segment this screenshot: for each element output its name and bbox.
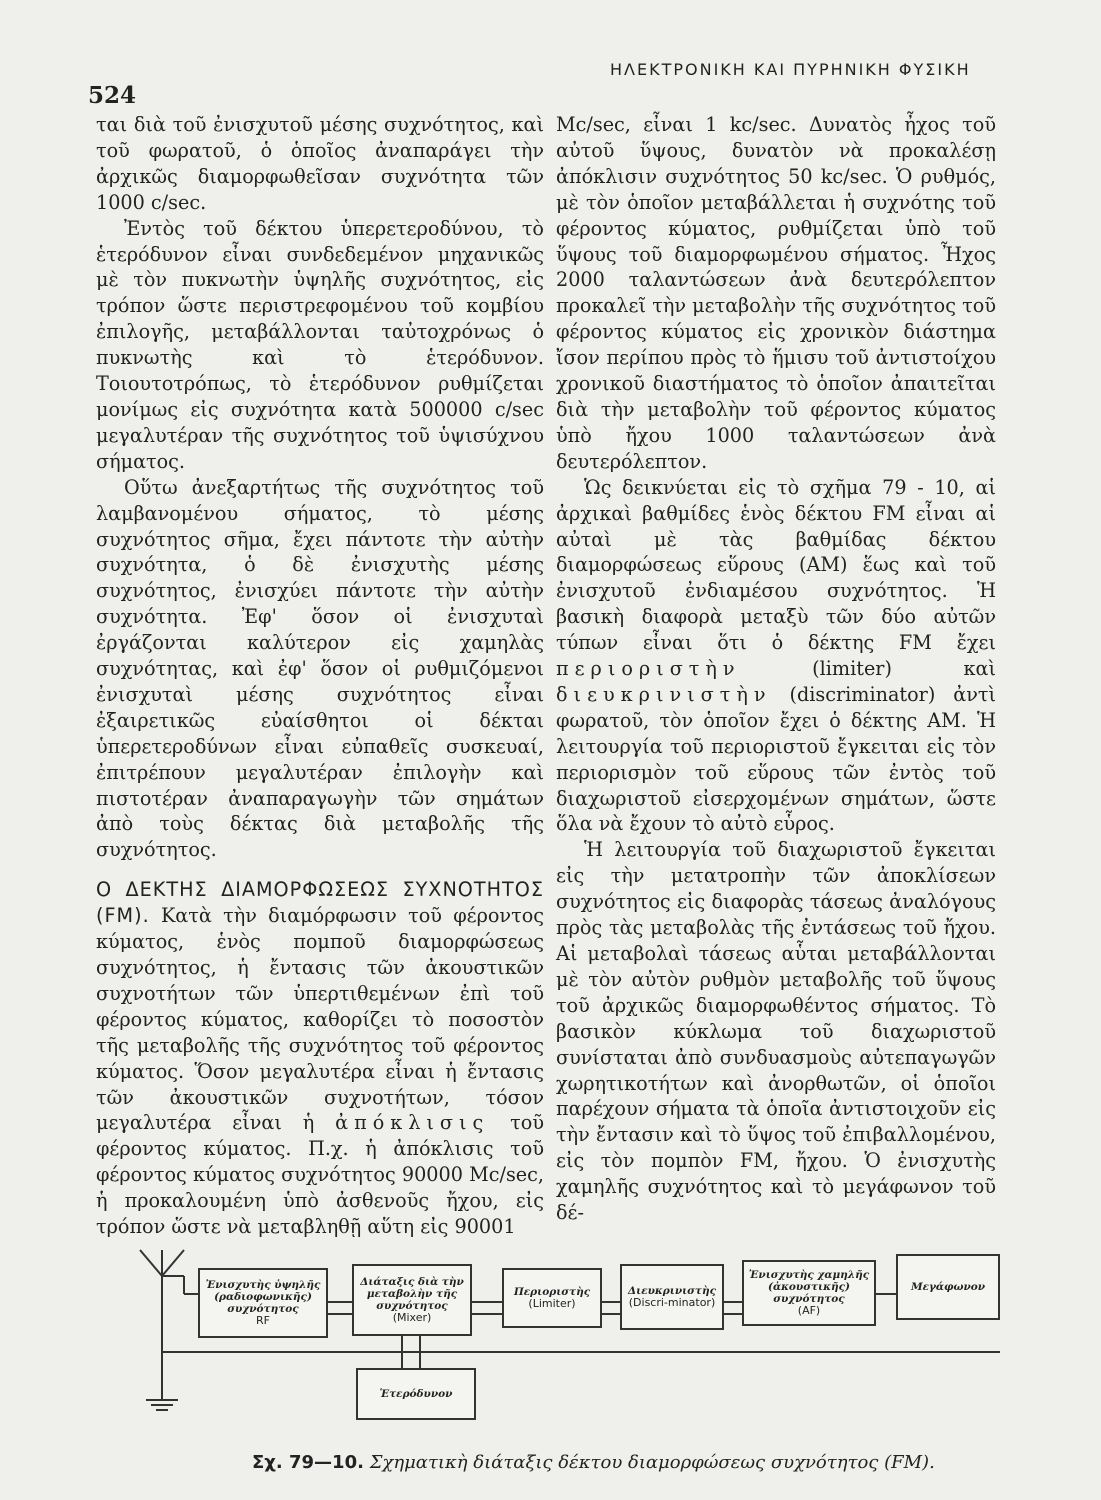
- block-label-greek: Περιοριστὴς: [513, 1286, 591, 1298]
- limiter-block: [502, 1268, 602, 1328]
- text-run: Ὡς δεικνύεται εἰς τὸ σχῆμα 79 - 10, αἱ ἀρχικαὶ βαθμίδες ἑνὸς δέκτου FM εἶναι αἱ αὐταὶ μὲ τὰς βαθμίδας δέκτου διαμορφώσεως εὕρους (AM) ἕως καὶ τοῦ ἐνισχυτοῦ ἐνδιαμέσου συχνότητος. Ἡ βασικὴ διαφορὰ μεταξὺ τῶν δύο αὐτῶν τύπων εἶναι ὅτι ὁ δέκτης FM ἔχει: [556, 475, 996, 655]
- fm-receiver-diagram: [120, 1232, 1020, 1432]
- section-paragraph: [96, 877, 544, 1240]
- paragraph: Ἡ λειτουργία τοῦ διαχωριστοῦ ἔγκειται εἰς τὴν μετατροπὴν τῶν ἀποκλίσεων συχνότητος εἰς διαφορὰς τάσεως ἀναλόγους πρὸς τὰς μεταβολὰς τῆς ἐντάσεως τοῦ ἤχου. Αἱ μεταβολαὶ τάσεως αὗται μεταβάλλονται μὲ τὸν αὐτὸν ρυθμὸν μεταβολῆς τοῦ ὕψους τοῦ ἀρχικῶς διαμορφωθέντος σήματος. Τὸ βασικὸν κύκλωμα τοῦ διαχωριστοῦ συνίσταται ἀπὸ συνδυασμοὺς αὐτεπαγωγῶν χωρητικοτήτων καὶ ἀνορθωτῶν, οἱ ὁποῖοι παρέχουν σήματα τὰ ὁποῖα ἀντιστοιχοῦν εἰς τὴν ἔντασιν καὶ τὸ ὕψος τοῦ ἐπιβαλλομένου, εἰς τὸν πομπὸν FM, ἤχου. Ὁ ἐνισχυτὴς χαμηλῆς συχνότητος καὶ τὸ μεγάφωνον τοῦ δέ-: [556, 838, 996, 1225]
- text-run: τοῦ φέροντος κύματος. Π.χ. ἡ ἀπόκλισις τοῦ φέροντος κύματος συχνότητος 90000 Mc/sec, ἡ προκαλουμένη ὑπὸ ἀσθενοῦς ἤχου, εἰς τρόπον ὥστε νὰ μεταβληθῇ αὕτη εἰς 90001: [96, 1111, 544, 1239]
- block-label-greek: Ἐνισχυτὴς ὑψηλῆς (ραδιοφωνικῆς) συχνότητος: [205, 1279, 321, 1315]
- block-label-greek: Διάταξις διὰ τὴν μεταβολὴν τῆς συχνότητος: [360, 1276, 464, 1312]
- section-heading: Ο ΔΕΚΤΗΣ ΔΙΑΜΟΡΦΩΣΕΩΣ ΣΥΧΝΟΤΗΤΟΣ (FM).: [96, 878, 544, 928]
- caption-text: Σχηματικὴ διάταξις δέκτου διαμορφώσεως συχνότητος (FM).: [369, 1452, 935, 1473]
- af-amplifier-block: [742, 1260, 876, 1326]
- figure-caption: [252, 1452, 935, 1473]
- block-label-latin: (Discri-minator): [628, 1296, 716, 1309]
- mixer-block: [352, 1264, 472, 1336]
- antenna-icon: [140, 1250, 162, 1276]
- spaced-term: διευκρινιστὴν: [556, 682, 772, 706]
- block-label-latin: (Mixer): [392, 1311, 432, 1324]
- caption-label: Σχ. 79—10.: [252, 1452, 364, 1473]
- text-run: Κατὰ τὴν διαμόρφωσιν τοῦ φέροντος κύματος, ἑνὸς πομποῦ διαμορφώσεως συχνότητος, ἡ ἔντασις τῶν ἀκουστικῶν συχνοτήτων τῶν ὑπερτιθεμένων ἐπὶ τοῦ φέροντος κύματος, καθορίζει τὸ ποσοστὸν τῆς μεταβολῆς τῆς συχνότητος τοῦ φέροντος κύματος. Ὅσον μεγαλυτέρα εἶναι ἡ ἔντασις τῶν ἀκουστικῶν συχνοτήτων, τόσον μεγαλυτέρα εἶναι ἡ: [96, 904, 544, 1135]
- oscillator-block: [356, 1368, 476, 1420]
- block-label-greek: Μεγάφωνον: [910, 1281, 986, 1293]
- block-label-greek: Ἑτερόδυνον: [379, 1388, 453, 1400]
- spaced-term: περιοριστὴν: [556, 657, 741, 681]
- page-number: 524: [88, 82, 137, 109]
- spaced-term: ἀπόκλισις: [335, 1111, 490, 1135]
- block-label-greek: Ἐνισχυτὴς χαμηλῆς (ἀκουστικῆς) συχνότητος: [748, 1269, 870, 1305]
- text-run: (limiter) καὶ: [812, 657, 996, 681]
- block-label-latin: (Limiter): [528, 1297, 576, 1310]
- running-head: ΗΛΕΚΤΡΟΝΙΚΗ ΚΑΙ ΠΥΡΗΝΙΚΗ ΦΥΣΙΚΗ: [610, 60, 971, 79]
- rf-amplifier-block: [198, 1268, 328, 1338]
- paragraph: Οὕτω ἀνεξαρτήτως τῆς συχνότητος τοῦ λαμβανομένου σήματος, τὸ μέσης συχνότητος σῆμα, ἔχει πάντοτε τὴν αὐτὴν συχνότητα, ὁ δὲ ἐνισχυτὴς μέσης συχνότητος, ἐνισχύει πάντοτε τὴν αὐτὴν συχνότητα. Ἐφ' ὅσον οἱ ἐνισχυταὶ ἐργάζονται καλύτερον εἰς χαμηλὰς συχνότητας, καὶ ἐφ' ὅσον οἱ ρυθμιζόμενοι ἐνισχυταὶ μέσης συχνότητος εἶναι ἐξαιρετικῶς εὐαίσθητοι οἱ δέκται ὑπερετεροδύνων εἶναι εὐπαθεῖς συσκευαί, ἐπιτρέπουν μεγαλυτέραν ἐπιλογὴν καὶ πιστοτέραν ἀναπαραγωγὴν τῶν σημάτων ἀπὸ τοὺς δέκτας διὰ μεταβολῆς τῆς συχνότητος.: [96, 475, 544, 862]
- loudspeaker-block: [896, 1254, 1000, 1320]
- paragraph: Mc/sec, εἶναι 1 kc/sec. Δυνατὸς ἦχος τοῦ αὐτοῦ ὕψους, δυνατὸν νὰ προκαλέσῃ ἀπόκλισιν συχνότητος 50 kc/sec. Ὁ ρυθμός, μὲ τὸν ὁποῖον μεταβάλλεται ἡ συχνότης τοῦ φέροντος κύματος, ρυθμίζεται ὑπὸ τοῦ ὕψους τοῦ διαμορφωμένου σήματος. Ἦχος 2000 ταλαντώσεων ἀνὰ δευτερόλεπτον προκαλεῖ τὴν μεταβολὴν τῆς συχνότητος τοῦ φέροντος κύματος εἰς χρονικὸν διάστημα ἴσον περίπου πρὸς τὸ ἥμισυ τοῦ ἀντιστοίχου χρονικοῦ διαστήματος τὸ ὁποῖον ἀπαιτεῖται διὰ τὴν μεταβολὴν τοῦ φέροντος κύματος ὑπὸ ἤχου 1000 ταλαντώσεων ἀνὰ δευτερόλεπτον.: [556, 113, 996, 473]
- paragraph: [556, 475, 996, 838]
- block-label-greek: Διευκρινιστὴς: [627, 1285, 717, 1297]
- paragraph: Ἐντὸς τοῦ δέκτου ὑπερετεροδύνου, τὸ ἑτερόδυνον εἶναι συνδεδεμένον μηχανικῶς μὲ τὸν πυκνωτὴν ὑψηλῆς συχνότητος, εἰς τρόπον ὥστε περιστρεφομένου τοῦ κομβίου ἐπιλογῆς, μεταβάλλονται ταὐτοχρόνως ὁ πυκνωτὴς καὶ τὸ ἑτερόδυνον. Τοιουτοτρόπως, τὸ ἑτερόδυνον ρυθμίζεται μονίμως εἰς συχνότητα κατὰ 500000 c/sec μεγαλυτέραν τῆς συχνότητος τοῦ ὑψισύχνου σήματος.: [96, 216, 544, 473]
- block-label-latin: RF: [256, 1314, 270, 1327]
- paragraph: ται διὰ τοῦ ἐνισχυτοῦ μέσης συχνότητος, καὶ τοῦ φωρατοῦ, ὁ ὁποῖος ἀναπαράγει τὴν ἀρχικῶς διαμορφωθεῖσαν συχνότητα τῶν 1000 c/sec.: [96, 113, 544, 214]
- left-column: [96, 112, 544, 1240]
- discriminator-block: [620, 1264, 724, 1330]
- right-column: [556, 112, 996, 1226]
- block-label-latin: (AF): [797, 1304, 821, 1317]
- text-run: (discriminator) ἀντὶ φωρατοῦ, τὸν ὁποῖον ἔχει ὁ δέκτης AM. Ἡ λειτουργία τοῦ περιοριστοῦ ἔγκειται εἰς τὸν περιορισμὸν τοῦ εὕρους τῶν ἐντὸς τοῦ διαχωριστοῦ εἰσερχομένων σημάτων, ὥστε ὅλα νὰ ἔχουν τὸ αὐτὸ εὗρος.: [556, 682, 996, 836]
